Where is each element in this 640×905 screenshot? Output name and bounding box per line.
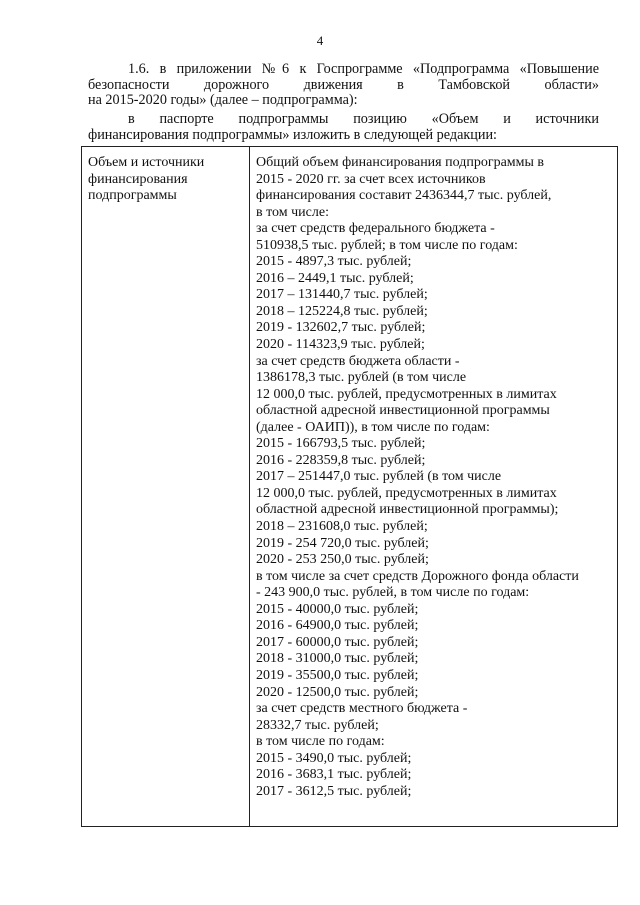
- intro-paragraph: [88, 62, 599, 109]
- page-number: 4: [316, 33, 324, 48]
- column-divider: [249, 147, 250, 826]
- intro-line: 1.6. в приложении №6 к Госпрограмме «Подпрограмма «Повышение: [128, 61, 599, 77]
- funding-line: 12 000,0 тыс. рублей, предусмотренных в лимитах: [256, 386, 557, 402]
- funding-line: областной адресной инвестиционной программы);: [256, 502, 559, 518]
- funding-line: за счет средств бюджета области -: [256, 353, 460, 369]
- funding-line: 2018 - 31000,0 тыс. рублей;: [256, 651, 419, 667]
- funding-line: 2020 - 253 250,0 тыс. рублей;: [256, 552, 429, 568]
- funding-line: - 243 900,0 тыс. рублей, в том числе по годам:: [256, 585, 530, 601]
- funding-line: 2017 - 3612,5 тыс. рублей;: [256, 783, 412, 799]
- table-value-cell: [256, 155, 616, 800]
- funding-line: в том числе:: [256, 204, 329, 220]
- funding-line: 2018 – 125224,8 тыс. рублей;: [256, 303, 428, 319]
- funding-line: финансирования составит 2436344,7 тыс. рублей,: [256, 188, 552, 204]
- funding-line: 1386178,3 тыс. рублей (в том числе: [256, 370, 467, 386]
- label-line: финансирования: [88, 171, 188, 187]
- funding-line: 2017 – 131440,7 тыс. рублей;: [256, 287, 428, 303]
- funding-line: 2015 - 2020 гг. за счет всех источников: [256, 171, 486, 187]
- table-label-cell: [88, 155, 243, 205]
- intro-line: на 2015-2020 годы» (далее – подпрограмма):: [88, 92, 358, 109]
- funding-line: 2019 - 254 720,0 тыс. рублей;: [256, 535, 429, 551]
- funding-line: 2015 - 166793,5 тыс. рублей;: [256, 436, 426, 452]
- funding-line: 2017 - 60000,0 тыс. рублей;: [256, 634, 419, 650]
- funding-line: 2020 - 12500,0 тыс. рублей;: [256, 684, 419, 700]
- funding-line: 2016 – 2449,1 тыс. рублей;: [256, 270, 414, 286]
- funding-line: 2017 – 251447,0 тыс. рублей (в том числе: [256, 469, 502, 485]
- funding-line: 510938,5 тыс. рублей; в том числе по годам:: [256, 237, 518, 253]
- passport-line: финансирования подпрограммы» изложить в следующей редакции:: [88, 126, 497, 143]
- funding-line: 2019 - 132602,7 тыс. рублей;: [256, 320, 426, 336]
- funding-line: 2016 - 228359,8 тыс. рублей;: [256, 452, 426, 468]
- passport-line: в паспорте подпрограммы позицию «Объем и источники: [128, 111, 599, 127]
- label-line: Объем и источники: [88, 155, 205, 170]
- funding-line: областной адресной инвестиционной программы: [256, 403, 550, 419]
- funding-line: в том числе за счет средств Дорожного фонда области: [256, 568, 579, 584]
- funding-line: 2015 - 40000,0 тыс. рублей;: [256, 601, 419, 617]
- label-line: подпрограммы: [88, 188, 177, 204]
- funding-line: за счет средств федерального бюджета -: [256, 221, 495, 237]
- funding-line: Общий объем финансирования подпрограммы в: [256, 155, 545, 170]
- funding-line: 2018 – 231608,0 тыс. рублей;: [256, 519, 428, 535]
- funding-line: 2015 - 3490,0 тыс. рублей;: [256, 750, 412, 766]
- funding-line: 2016 - 3683,1 тыс. рублей;: [256, 767, 412, 783]
- funding-line: 2020 - 114323,9 тыс. рублей;: [256, 337, 425, 353]
- funding-line: 2016 - 64900,0 тыс. рублей;: [256, 618, 419, 634]
- intro-line: безопасности дорожного движения в Тамбовской области»: [88, 76, 599, 93]
- funding-line: 28332,7 тыс. рублей;: [256, 717, 379, 733]
- funding-line: 2019 - 35500,0 тыс. рублей;: [256, 667, 419, 683]
- passport-table: [81, 146, 618, 827]
- funding-line: 2015 - 4897,3 тыс. рублей;: [256, 254, 412, 270]
- funding-line: в том числе по годам:: [256, 734, 385, 750]
- passport-paragraph: [88, 112, 599, 143]
- funding-line: 12 000,0 тыс. рублей, предусмотренных в лимитах: [256, 485, 557, 501]
- funding-line: за счет средств местного бюджета -: [256, 701, 468, 717]
- funding-line: (далее - ОАИП)), в том числе по годам:: [256, 419, 490, 435]
